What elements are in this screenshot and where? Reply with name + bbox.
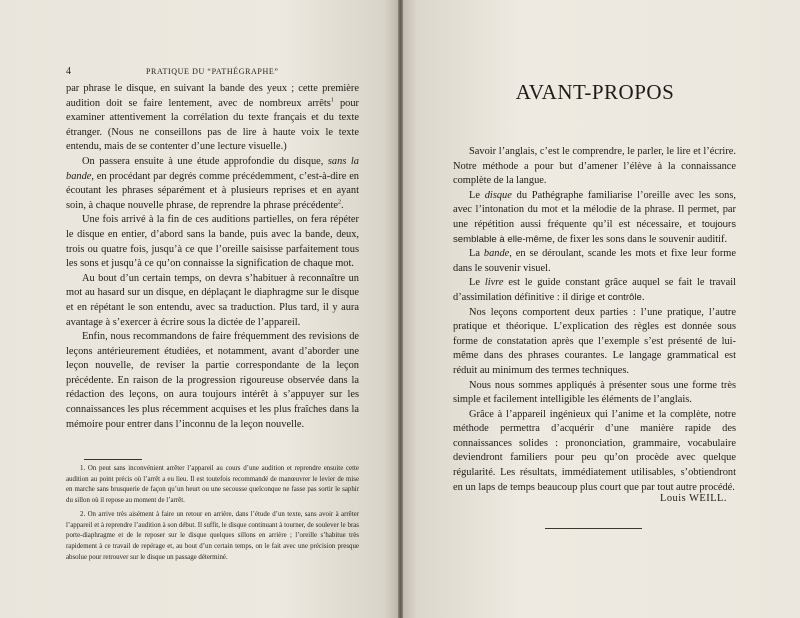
paragraph <box>453 379 736 408</box>
text-run: est le guide constant grâce auquel se fait le travail d’assimilation définitive : il dirige et <box>453 277 736 303</box>
emphasis-text: contrôle <box>607 291 642 303</box>
footnote-rule <box>84 459 142 460</box>
text-run: , en se déroulant, scande les mots et fixe leur forme dans le souvenir visuel. <box>453 248 737 274</box>
footnote: 1. On peut sans inconvénient arrêter l’appareil au cours d’une audition et reprendre ensuite cette audition au point précis où l’arrêt a eu lieu. Il est toutefois recommandé de manœuvrer le levier de mise en marche sans brusquerie de façon qu’un heurt ou une secousse quelconque ne fasse pas sortir le saphir du sillon où il repose au moment de l’arrêt. <box>66 465 359 505</box>
paragraph <box>453 145 736 189</box>
text-run: Savoir l’anglais, c’est le comprendre, le parler, le lire et l’écrire. Notre méthode a pour but d’amener l’élève à la connaissance complète de la langue. <box>453 146 736 187</box>
text-run: Au bout d’un certain temps, on devra s’habituer à reconnaître un mot au hasard sur un disque, en déplaçant le diaphragme sur le disque et en répétant le son entendu, avec sa traduction. Plus tard, il y aura avantage à s’exercer à écrire sous la dictée de l’appareil. <box>66 272 359 328</box>
text-run: pour examiner attentivement la corrélation du texte français et du texte étranger. (Nous ne conseillons pas de lire à haute voix le texte entendu, mais de se contenter d’une lecture visuelle.) <box>66 97 360 153</box>
text-run: . <box>341 199 344 211</box>
author-signature: Louis WEILL. <box>660 493 727 504</box>
text-run: du Pathégraphe familiarise l’oreille avec les sons, avec l’intonation du mot et la mélodie de la phrase. Il permet, par une répétition aussi fréquente qu’il est nécessaire, et <box>453 189 736 230</box>
text-run: . <box>641 291 645 303</box>
running-head-title: PRATIQUE DU “PATHÉGRAPHE” <box>146 67 279 76</box>
paragraph <box>453 247 736 276</box>
text-run: Une fois arrivé à la fin de ces auditions partielles, on fera répéter le disque en entier, d’abord sans la bande, puis avec la bande, deux, trois ou quatre fois, jusqu’à ce que l’oreille saisisse parfaitement tous les sons et jusqu’à ce qu’on connaisse la signification de chaque mot. <box>66 214 359 270</box>
paragraph <box>453 306 736 379</box>
text-run: par phrase le disque, en suivant la bande des yeux ; cette première audition doit se faire lentement, avec de nombreux arrêts <box>66 83 359 109</box>
paragraph <box>66 155 359 213</box>
emphasis-text: toujours semblable à elle-même <box>453 218 736 245</box>
page-number: 4 <box>66 66 72 77</box>
text-run: , en procédant par degrés comme précédemment, c’est-à-dire en écoutant les phrases séparément et à plusieurs reprises et en ayant soin, à chaque nouvelle phrase, de reprendre la phrase précédente <box>66 170 359 211</box>
text-run: Nos leçons comportent deux parties : l’une pratique, l’autre pratique et théorique. L’explication des règles est donnée sous forme de constatation après que l’exemple s’est présenté de lui-même dans des phrases courantes. Le langage grammatical est réduit au minimum des termes techniques. <box>453 306 736 376</box>
emphasis-text: livre <box>484 277 504 289</box>
emphasis-text: sans la bande <box>66 155 359 182</box>
footnotes <box>66 464 359 566</box>
emphasis-text: bande <box>483 248 510 260</box>
left-page-body <box>66 82 359 432</box>
closing-rule <box>545 528 642 529</box>
paragraph <box>66 82 359 155</box>
text-run: , de fixer les sons dans le souvenir auditif. <box>552 233 728 245</box>
paragraph <box>453 189 736 247</box>
text-run: Le <box>469 277 485 289</box>
emphasis-text: disque <box>484 189 512 201</box>
paragraph <box>66 272 359 330</box>
footnote: 2. On arrive très aisément à faire un retour en arrière, dans l’étude d’un texte, sans avoir à arrêter l’appareil et à reprendre l’audition à son début. Il suffit, le disque continuant à tourner, de soulever le bras porte-diaphragme et de le reposer sur le disque quelques sillons en arrière ; l’oreille s’habitue très rapidement à ce travail de repérage et, au bout d’un certain temps, on le fait avec une précision presque absolue pour retrouver sur le disque un passage déterminé. <box>66 510 359 561</box>
text-run: Enfin, nous recommandons de faire fréquemment des revisions de leçons antérieurement étudiées, et notamment, avant d’aborder une leçon nouvelle, de reviser la partie correspondante de la leçon précédente. En raison de la progression rigoureuse observée dans la rédaction des leçons, on aura toujours intérêt à s’appuyer sur les connaissances les plus récemment acquises et les plus fraîches dans la mémoire pour entrer dans l’inconnu de la leçon nouvelle. <box>66 331 359 430</box>
footnote-marker: 2 <box>338 199 342 206</box>
right-page-body <box>453 145 736 495</box>
text-run: Le <box>469 189 485 201</box>
footnote-marker: 1 <box>330 97 334 104</box>
book-gutter <box>398 0 403 618</box>
paragraph <box>453 276 736 305</box>
paragraph <box>66 330 359 432</box>
chapter-heading: AVANT-PROPOS <box>515 80 675 104</box>
paragraph <box>66 213 359 271</box>
text-run: Grâce à l’appareil ingénieux qui l’anime et la complète, notre méthode permettra d’acquérir d’une manière rapide des connaissances solides : prononciation, grammaire, vocabulaire deviendront familiers pour peu qu’on procède avec quelque régularité. Les résultats, immédiatement utilisables, s’obtiendront en un laps de temps beaucoup plus court que par tout autre procédé. <box>453 408 736 493</box>
text-run: Nous nous sommes appliqués à présenter sous une forme très simple et facilement intelligible les éléments de l’anglais. <box>453 379 736 406</box>
text-run: On passera ensuite à une étude approfondie du disque, <box>82 155 328 167</box>
paragraph <box>453 408 736 496</box>
text-run: La <box>469 248 484 260</box>
